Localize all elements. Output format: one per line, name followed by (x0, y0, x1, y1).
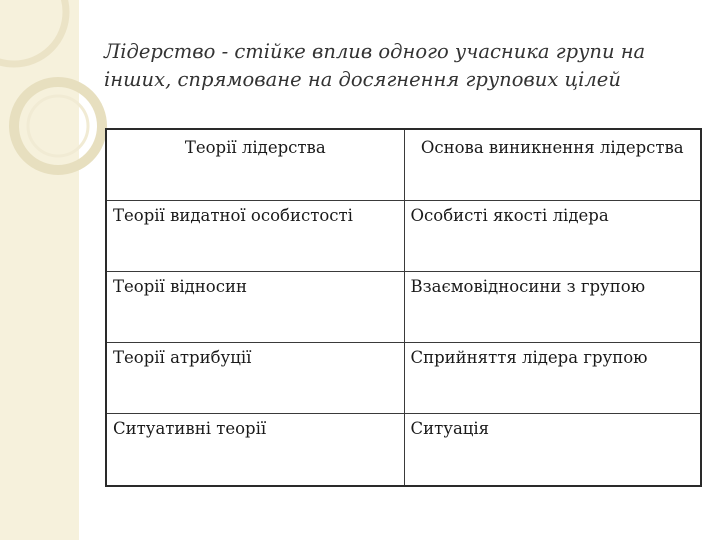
table-header-theories: Теорії лідерства (106, 129, 404, 200)
table-cell-theory: Ситуативні теорії (106, 413, 404, 486)
table-cell-basis: Сприйняття лідера групою (404, 342, 701, 413)
slide-title: Лідерство - стійке вплив одного учасника групи на інших, спрямоване на досягнення групових цілей (104, 40, 646, 91)
table-cell-theory: Теорії відносин (106, 271, 404, 342)
table-cell-theory: Теорії атрибуції (106, 342, 404, 413)
table-row (106, 342, 701, 413)
table-row (106, 271, 701, 342)
leadership-theories-table (105, 128, 702, 487)
table-header-row (106, 129, 701, 200)
decorative-ring-inner (28, 96, 88, 156)
table-cell-theory: Теорії видатної особистості (106, 200, 404, 271)
table-row (106, 413, 701, 486)
table-header-basis: Основа виникнення лідерства (404, 129, 701, 200)
table-cell-basis: Ситуація (404, 413, 701, 486)
table-cell-basis: Особисті якості лідера (404, 200, 701, 271)
table-cell-basis: Взаємовідносини з групою (404, 271, 701, 342)
decorative-ring-top (0, 0, 66, 64)
table-row (106, 200, 701, 271)
